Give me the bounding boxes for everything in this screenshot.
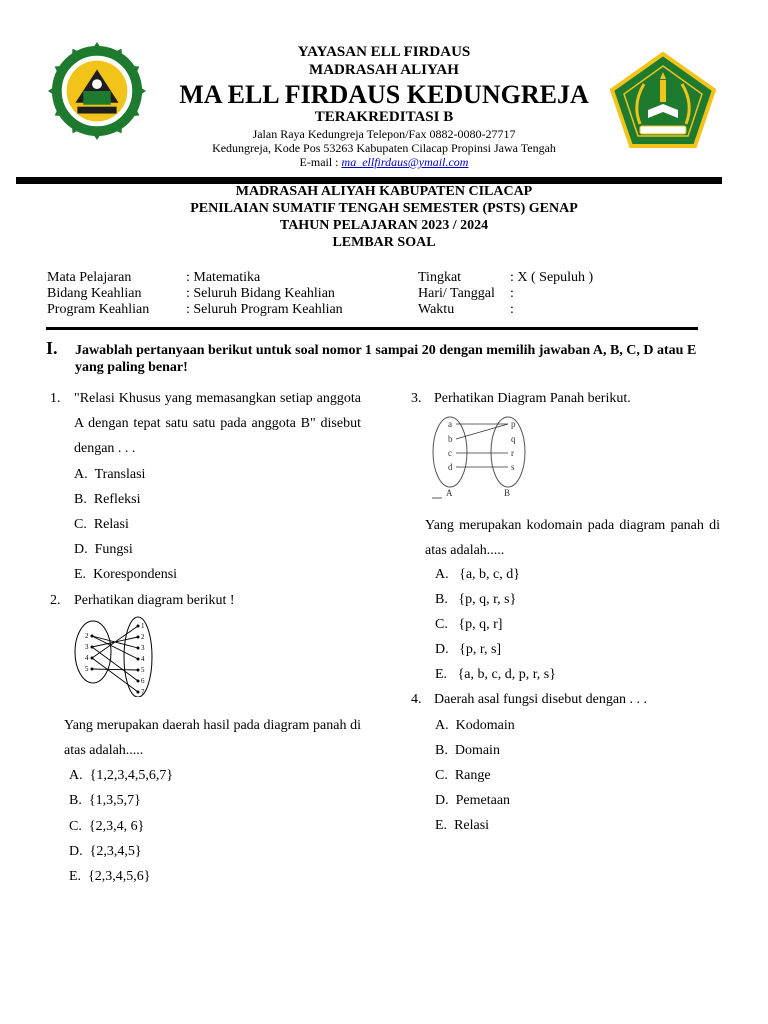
- q2-codomain-7: 7: [141, 688, 145, 696]
- q2-option-a[interactable]: A. {1,2,3,4,5,6,7}: [69, 768, 174, 783]
- school-name: MA ELL FIRDAUS KEDUNGREJA: [179, 80, 589, 109]
- mapel-label: Mata Pelajaran: [47, 270, 132, 285]
- q3-option-b[interactable]: B. {p, q, r, s}: [435, 592, 517, 607]
- hari-label: Hari/ Tanggal: [418, 286, 495, 301]
- program-label: Program Keahlian: [47, 302, 150, 317]
- section-number: I.: [46, 338, 58, 358]
- q3-domain-d: d: [448, 462, 453, 472]
- q2-option-e[interactable]: E. {2,3,4,5,6}: [69, 869, 151, 884]
- q2-domain-2: 2: [85, 632, 89, 640]
- q2-codomain-6: 6: [141, 677, 145, 685]
- q4-option-a[interactable]: A. Kodomain: [435, 718, 515, 733]
- q3-codomain-r: r: [511, 448, 514, 458]
- q2-codomain-3: 3: [141, 644, 145, 652]
- q2-codomain-5: 5: [141, 666, 145, 674]
- q1-option-b[interactable]: B. Refleksi: [74, 492, 141, 507]
- q2-codomain-1: 1: [141, 622, 145, 630]
- waktu-label: Waktu: [418, 302, 455, 317]
- waktu-value: :: [510, 302, 514, 317]
- question-4-number: 4.: [411, 692, 422, 707]
- q2-codomain-2: 2: [141, 633, 145, 641]
- q2-option-d[interactable]: D. {2,3,4,5}: [69, 844, 142, 859]
- q3-codomain-p: p: [511, 419, 516, 429]
- question-2-number: 2.: [50, 593, 61, 608]
- bidang-label: Bidang Keahlian: [47, 286, 142, 301]
- q2-option-c[interactable]: C. {2,3,4, 6}: [69, 819, 145, 834]
- q3-domain-a: a: [448, 419, 452, 429]
- q3-set-b-label: B: [504, 488, 511, 498]
- accreditation: TERAKREDITASI B: [314, 109, 454, 125]
- question-1-number: 1.: [50, 391, 61, 406]
- q3-arrow-diagram: [430, 410, 530, 500]
- q2-domain-5: 5: [85, 665, 89, 673]
- foundation-name: YAYASAN ELL FIRDAUS: [297, 44, 471, 60]
- email-link[interactable]: ma_ellfirdaus@ymail.com: [341, 155, 469, 169]
- mapel-value: : Matematika: [186, 270, 261, 285]
- section-instruction: Jawablah pertanyaan berikut untuk soal nomor 1 sampai 20 dengan memilih jawaban A, B, C, D atau E yang paling benar!: [75, 343, 697, 375]
- question-4-text: Daerah asal fungsi disebut dengan . . .: [434, 692, 648, 707]
- email-line: [0, 155, 768, 170]
- q2-domain-4: 4: [85, 654, 89, 662]
- q1-option-d[interactable]: D. Fungsi: [74, 542, 133, 557]
- q3-codomain-s: s: [511, 462, 515, 472]
- q2-arrow-diagram: [72, 615, 156, 697]
- address-line-1: Jalan Raya Kedungreja Telepon/Fax 0882-0080-27717: [252, 127, 516, 141]
- q3-domain-b: b: [448, 434, 453, 444]
- q2-codomain-4: 4: [141, 655, 145, 663]
- q4-option-c[interactable]: C. Range: [435, 768, 491, 783]
- q3-option-d[interactable]: D. {p, r, s]: [435, 642, 502, 657]
- question-2-text: Perhatikan diagram berikut !: [74, 593, 235, 608]
- exam-line-4: LEMBAR SOAL: [332, 235, 436, 250]
- exam-line-1: MADRASAH ALIYAH KABUPATEN CILACAP: [235, 184, 533, 199]
- q3-set-a-label: A: [446, 488, 453, 498]
- question-3-prompt: Yang merupakan kodomain pada diagram panah di atas adalah.....: [425, 518, 720, 558]
- q1-option-e[interactable]: E. Korespondensi: [74, 567, 178, 582]
- q2-option-b[interactable]: B. {1,3,5,7}: [69, 793, 141, 808]
- q3-option-c[interactable]: C. {p, q, r]: [435, 617, 503, 632]
- bidang-value: : Seluruh Bidang Keahlian: [186, 286, 335, 301]
- info-divider: [46, 327, 698, 330]
- question-3-number: 3.: [411, 391, 422, 406]
- program-value: : Seluruh Program Keahlian: [186, 302, 343, 317]
- exam-line-3: TAHUN PELAJARAN 2023 / 2024: [279, 218, 489, 233]
- question-1-text: "Relasi Khusus yang memasangkan setiap anggota A dengan tepat satu satu pada anggota B" disebut dengan . . .: [74, 391, 361, 456]
- q2-domain-3: 3: [85, 643, 89, 651]
- q3-option-e[interactable]: E. {a, b, c, d, p, r, s}: [435, 667, 556, 682]
- q3-option-a[interactable]: A. {a, b, c, d}: [435, 567, 520, 582]
- q4-option-e[interactable]: E. Relasi: [435, 818, 490, 833]
- header-divider: [16, 177, 722, 184]
- exam-line-2: PENILAIAN SUMATIF TENGAH SEMESTER (PSTS) GENAP: [190, 201, 578, 216]
- q3-codomain-q: q: [511, 434, 516, 444]
- email-label: E-mail :: [299, 155, 339, 169]
- q3-domain-c: c: [448, 448, 452, 458]
- hari-value: :: [510, 286, 514, 301]
- question-3-text: Perhatikan Diagram Panah berikut.: [434, 391, 631, 406]
- q1-option-c[interactable]: C. Relasi: [74, 517, 129, 532]
- tingkat-value: : X ( Sepuluh ): [510, 270, 594, 285]
- question-2-prompt: Yang merupakan daerah hasil pada diagram panah di atas adalah.....: [64, 718, 361, 758]
- q4-option-d[interactable]: D. Pemetaan: [435, 793, 511, 808]
- address-line-2: Kedungreja, Kode Pos 53263 Kabupaten Cilacap Propinsi Jawa Tengah: [212, 141, 556, 155]
- q1-option-a[interactable]: A. Translasi: [74, 467, 146, 482]
- institution-type: MADRASAH ALIYAH: [309, 62, 459, 78]
- tingkat-label: Tingkat: [418, 270, 462, 285]
- q4-option-b[interactable]: B. Domain: [435, 743, 500, 758]
